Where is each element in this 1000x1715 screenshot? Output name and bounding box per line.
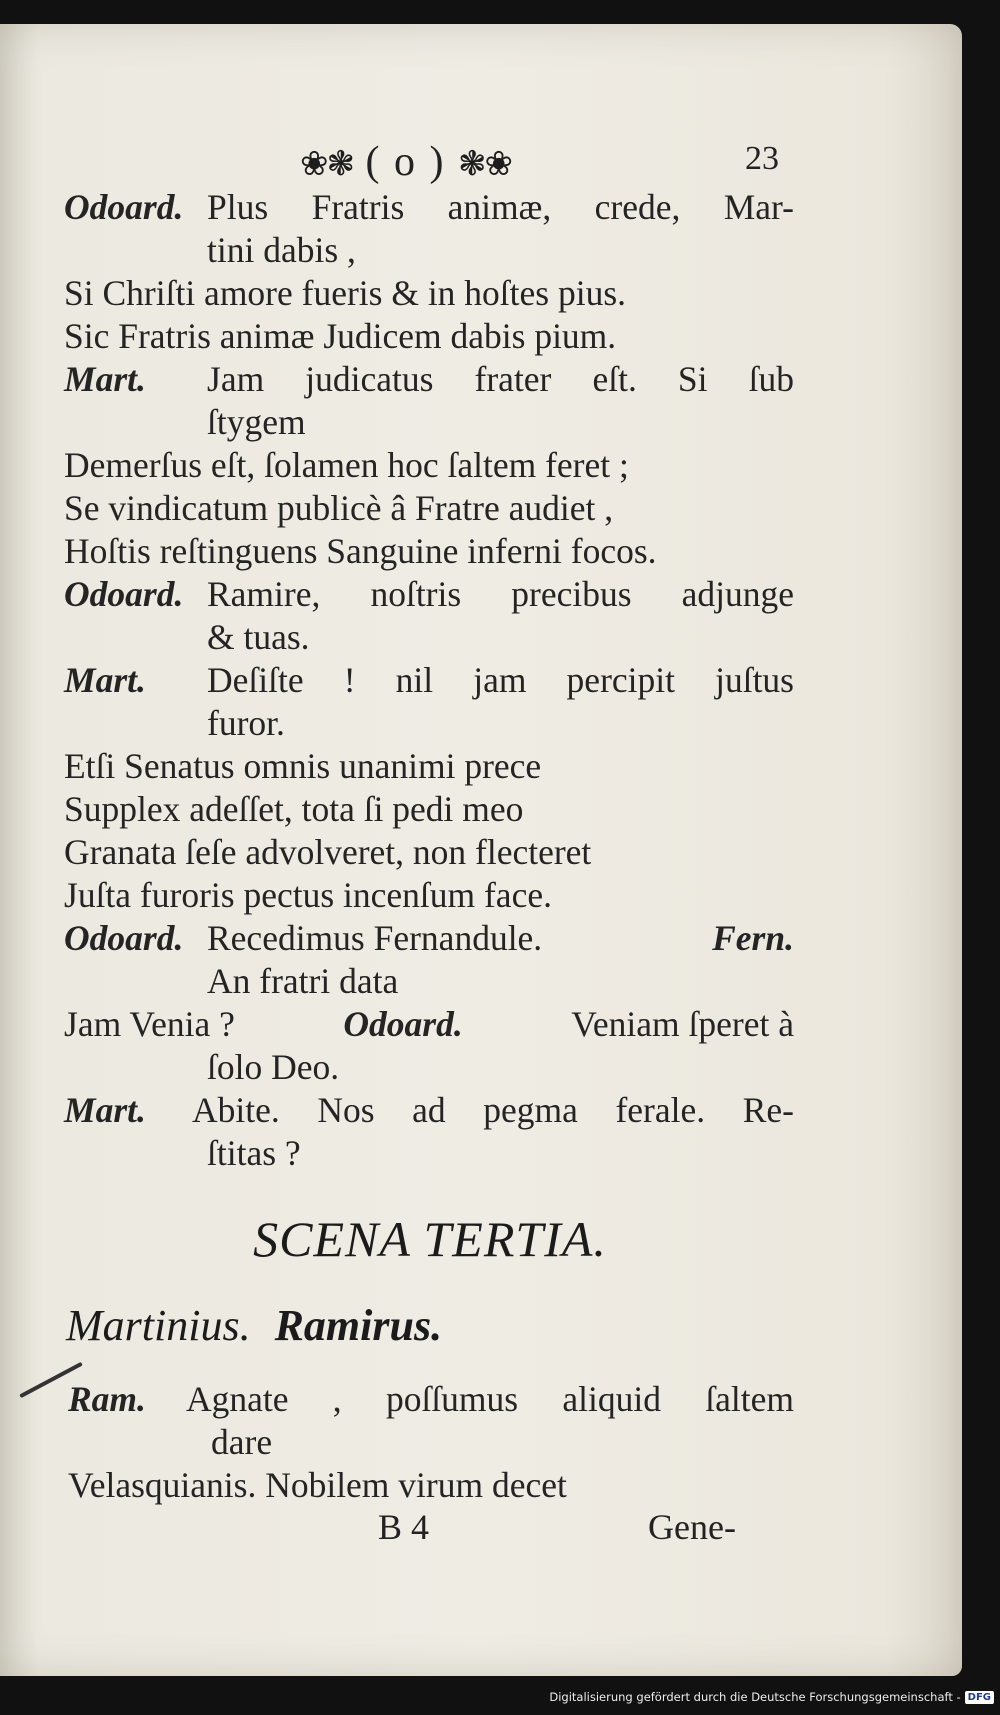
text-line [64,788,794,831]
text-line [64,960,794,1003]
line-text: An fratri data [207,961,399,1001]
line-text: Veniam ſperet à [571,1004,794,1044]
text-line [64,702,794,745]
text-line [64,315,794,358]
text-line [64,487,794,530]
header-ornament-right: ❃❀ [457,146,511,183]
text-line [64,1132,794,1175]
line-text: ſolo Deo. [207,1047,340,1087]
text-line [64,745,794,788]
line-text: Juſta furoris pectus incenſum face. [64,875,552,915]
scene-characters [66,1300,442,1351]
text-line [64,1003,794,1046]
text-line [64,1089,794,1132]
speaker-label: Odoard. [64,187,184,227]
line-text: Granata ſeſe advolveret, non flecteret [64,832,592,872]
line-text: Hoſtis reſtinguens Sanguine inferni focos. [64,531,657,571]
text-line [68,1421,794,1464]
dialogue-text-continued [68,1378,794,1507]
line-text: Etſi Senatus omnis unanimi prece [64,746,542,786]
speaker-label: Odoard. [64,574,184,614]
text-line [64,444,794,487]
text-line [64,186,794,229]
text-line [64,831,794,874]
line-text: Jam judicatus frater eſt. Si ſub [207,359,794,399]
line-text: Ramire, noſtris precibus adjunge [207,574,794,614]
line-text: tini dabis , [207,230,356,270]
character-name: Ramirus. [274,1301,443,1350]
line-text: Agnate , poſſumus aliquid ſaltem [186,1379,794,1419]
text-line [64,659,794,702]
line-text: Demerſus eſt, ſolamen hoc ſaltem feret ; [64,445,629,485]
header-ornament-left: ❀❃ [300,146,353,183]
signature-mark: B 4 [378,1507,430,1547]
footer-text: Digitalisierung gefördert durch die Deutsche Forschungsgemeinschaft - [549,1690,961,1704]
text-line [64,401,794,444]
dfg-logo: DFG [965,1691,994,1704]
line-text: Recedimus Fernandule. [207,918,543,958]
speaker-label: Odoard. [64,918,184,958]
text-line [64,358,794,401]
lines-container [64,186,794,917]
dialogue-text [64,186,794,1175]
text-line [64,272,794,315]
text-line [64,874,794,917]
text-line [68,1378,794,1421]
text-line [64,1046,794,1089]
speaker-label: Mart. [64,359,146,399]
digitization-footer [549,1690,994,1704]
page-number: 23 [745,140,779,177]
line-text: Se vindicatum publicè â Fratre audiet , [64,488,614,528]
line-text: Velasquianis. Nobilem virum decet [68,1465,567,1505]
speaker-label: Mart. [64,660,146,700]
character-name: Martinius. [66,1301,251,1350]
line-text: ſtitas ? [207,1133,301,1173]
text-line [64,573,794,616]
speaker-label: Ram. [68,1379,146,1419]
line-text: Abite. Nos ad pegma ferale. Re- [192,1090,794,1130]
running-header [300,138,511,186]
header-title: ( o ) [365,139,446,185]
line-text: Si Chriſti amore fueris & in hoſtes pius. [64,273,627,313]
text-line [68,1464,794,1507]
catchword: Gene- [648,1507,736,1547]
line-text: & tuas. [207,617,310,657]
text-line [64,616,794,659]
text-line [64,530,794,573]
speaker-label: Odoard. [343,1004,463,1044]
speaker-label: Mart. [64,1090,146,1130]
line-text: Supplex adeſſet, tota ſi pedi meo [64,789,524,829]
line-text: Jam Venia ? [64,1004,235,1044]
line-text: furor. [207,703,285,743]
line-text: Deſiſte ! nil jam percipit juſtus [207,660,794,700]
line-text: ſtygem [207,402,306,442]
speaker-label: Fern. [712,918,794,958]
line-text: Plus Fratris animæ, crede, Mar- [207,187,794,227]
line-text: Sic Fratris animæ Judicem dabis pium. [64,316,617,356]
text-line [64,917,794,960]
scene-title: SCENA TERTIA. [253,1211,607,1267]
text-line [64,229,794,272]
line-text: dare [211,1422,273,1462]
